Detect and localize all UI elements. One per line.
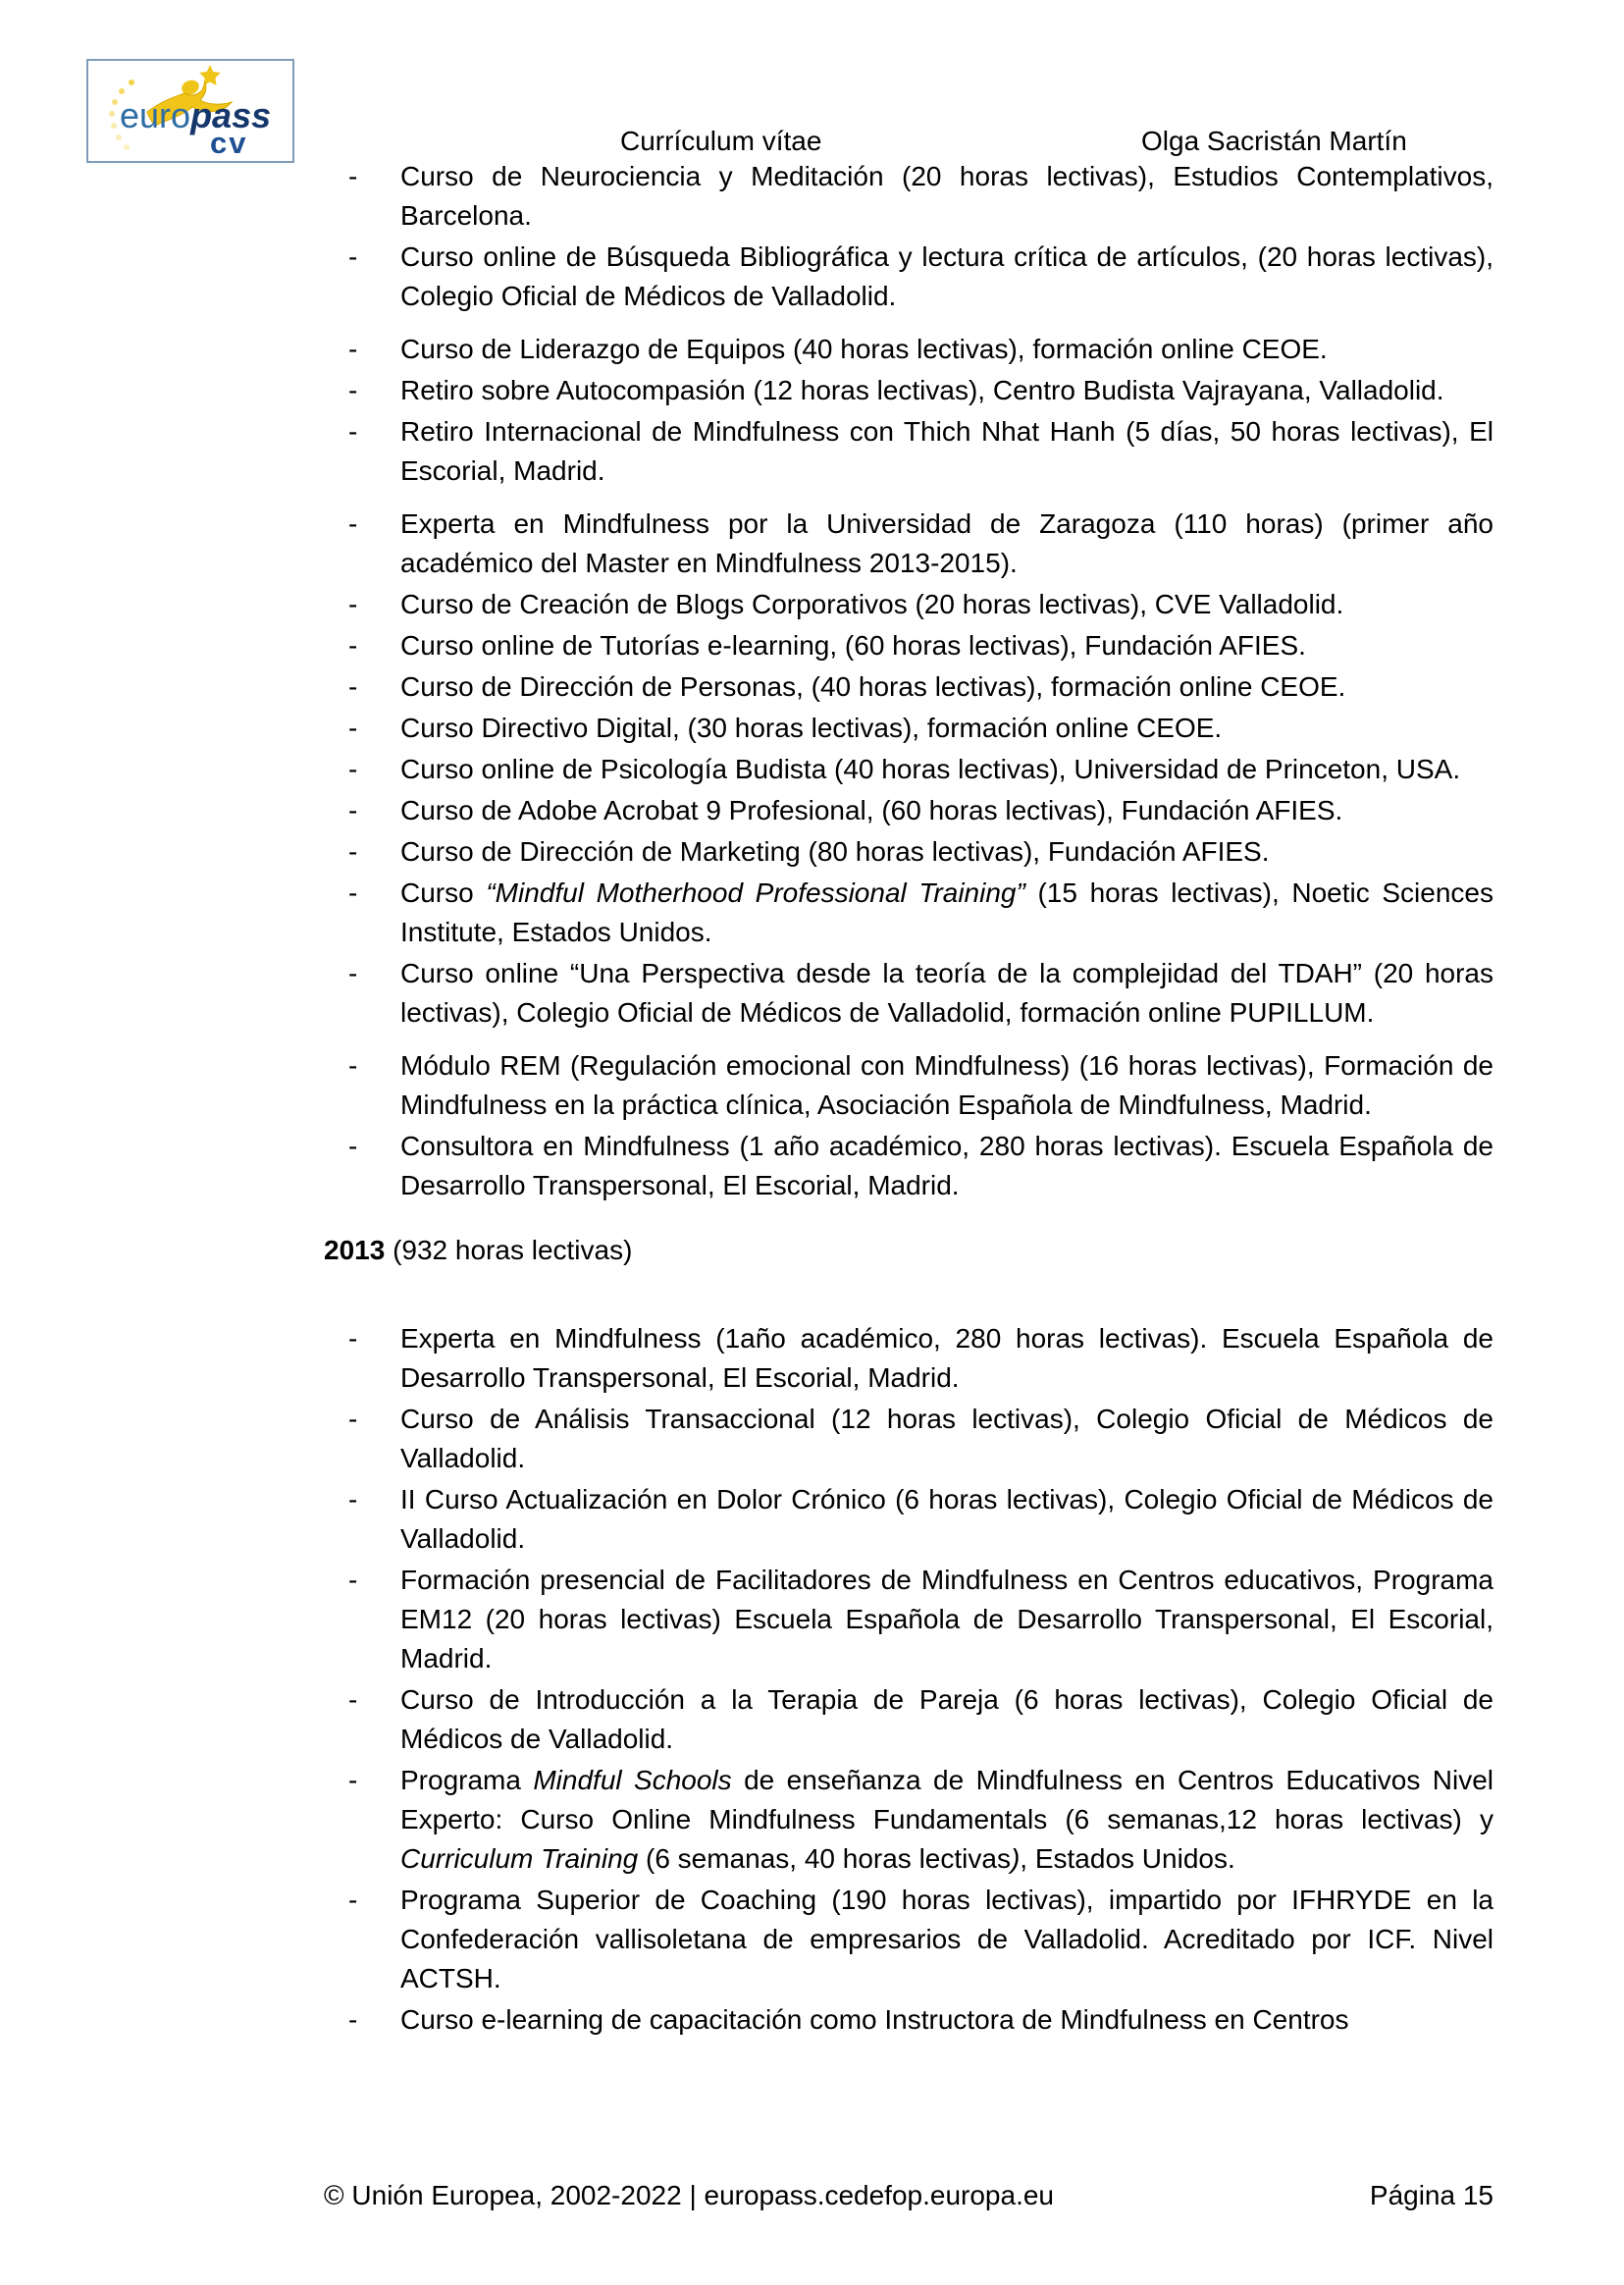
bullet-dash: - (348, 334, 358, 364)
bullet-dash: - (348, 1404, 358, 1434)
list-item (324, 2000, 1493, 2040)
list-item (324, 954, 1493, 1033)
bullet-dash: - (348, 416, 358, 447)
person-name: Olga Sacristán Martín (1141, 126, 1407, 156)
item-text: Curso de Análisis Transaccional (12 horas lectivas), Colegio Oficial de Médicos de Valladolid. (400, 1404, 1493, 1473)
list-item (324, 791, 1493, 830)
bullet-dash: - (348, 630, 358, 661)
item-text: Curso Directivo Digital, (30 horas lectivas), formación online CEOE. (400, 713, 1223, 743)
section-heading (324, 1231, 1493, 1270)
section (324, 157, 1493, 1205)
list-item (324, 157, 1493, 236)
bullet-dash: - (348, 1484, 358, 1514)
list-item (324, 412, 1493, 491)
item-text: Curso de Liderazgo de Equipos (40 horas lectivas), formación online CEOE. (400, 334, 1328, 364)
item-text: Curso online “Una Perspectiva desde la teoría de la complejidad del TDAH” (20 horas lectivas), Colegio Oficial de Médicos de Valladolid, formación online PUPILLUM. (400, 958, 1493, 1028)
item-text: Curso de Dirección de Personas, (40 horas lectivas), formación online CEOE. (400, 671, 1346, 702)
item-text: Curso “Mindful Motherhood Professional Training” (15 horas lectivas), Noetic Sciences Institute, Estados Unidos. (400, 877, 1493, 947)
bullet-dash: - (348, 508, 358, 539)
doc-title: Currículum vítae (620, 126, 822, 156)
item-text: Experta en Mindfulness (1año académico, 280 horas lectivas). Escuela Española de Desarrollo Transpersonal, El Escorial, Madrid. (400, 1323, 1493, 1393)
list-item (324, 1761, 1493, 1879)
bullet-dash: - (348, 1885, 358, 1915)
bullet-dash: - (348, 713, 358, 743)
item-text: Módulo REM (Regulación emocional con Mindfulness) (16 horas lectivas), Formación de Mindfulness en la práctica clínica, Asociación Española de Mindfulness, Madrid. (400, 1050, 1493, 1120)
item-text: Experta en Mindfulness por la Universidad de Zaragoza (110 horas) (primer año académico del Master en Mindfulness 2013-2015). (400, 508, 1493, 578)
item-text: Retiro sobre Autocompasión (12 horas lectivas), Centro Budista Vajrayana, Valladolid. (400, 375, 1444, 405)
section-hours: (932 horas lectivas) (385, 1235, 633, 1265)
item-text: Formación presencial de Facilitadores de Mindfulness en Centros educativos, Programa EM12 (20 horas lectivas) Escuela Española de Desarrollo Transpersonal, El Escorial, Madrid. (400, 1565, 1493, 1674)
list-item (324, 832, 1493, 872)
list-item (324, 1127, 1493, 1205)
item-text: Curso e-learning de capacitación como Instructora de Mindfulness en Centros (400, 2004, 1349, 2035)
bullet-dash: - (348, 754, 358, 784)
list-item (324, 330, 1493, 369)
list-item (324, 585, 1493, 624)
logo-text-euro: euro (120, 95, 191, 135)
bullet-dash: - (348, 1565, 358, 1595)
bullet-dash: - (348, 877, 358, 908)
section (324, 1231, 1493, 2040)
item-text: Curso online de Psicología Budista (40 horas lectivas), Universidad de Princeton, USA. (400, 754, 1461, 784)
bullet-dash: - (348, 795, 358, 825)
content (324, 157, 1493, 2042)
europass-logo (86, 59, 294, 163)
list-item (324, 709, 1493, 748)
item-text: Programa Mindful Schools de enseñanza de Mindfulness en Centros Educativos Nivel Experto: Curso Online Mindfulness Fundamentals (6 semanas,12 horas lectivas) y Curriculum Training (6 semanas, 40 horas lectivas), Estados Unidos. (400, 1765, 1494, 1874)
bullet-dash: - (348, 836, 358, 867)
list-item (324, 750, 1493, 789)
bullet-dash: - (348, 2004, 358, 2035)
list-item (324, 1046, 1493, 1125)
bullet-dash: - (348, 958, 358, 988)
logo-text-cv: cv (210, 126, 248, 160)
item-text: Curso de Dirección de Marketing (80 horas lectivas), Fundación AFIES. (400, 836, 1270, 867)
bullet-dash: - (348, 1765, 358, 1795)
logo-wordmark (120, 95, 272, 135)
bullet-dash: - (348, 1323, 358, 1354)
item-text: Programa Superior de Coaching (190 horas lectivas), impartido por IFHRYDE en la Confederación vallisoletana de empresarios de Valladolid. Acreditado por ICF. Nivel ACTSH. (400, 1885, 1493, 1993)
list-item (324, 505, 1493, 583)
item-text: Curso de Neurociencia y Meditación (20 horas lectivas), Estudios Contemplativos, Barcelona. (400, 161, 1493, 231)
list-item (324, 238, 1493, 316)
list-item (324, 1400, 1493, 1478)
bullet-dash: - (348, 1050, 358, 1081)
section-year: 2013 (324, 1235, 386, 1265)
item-text: Curso de Introducción a la Terapia de Pareja (6 horas lectivas), Colegio Oficial de Médicos de Valladolid. (400, 1684, 1493, 1754)
bullet-dash: - (348, 671, 358, 702)
bullet-dash: - (348, 375, 358, 405)
item-text: Curso online de Búsqueda Bibliográfica y lectura crítica de artículos, (20 horas lectivas), Colegio Oficial de Médicos de Valladolid. (400, 241, 1493, 311)
footer-copyright: © Unión Europea, 2002-2022 | europass.cedefop.europa.eu (324, 2180, 1054, 2210)
bullet-dash: - (348, 589, 358, 619)
list-item (324, 626, 1493, 665)
list-item (324, 874, 1493, 952)
bullet-dash: - (348, 1131, 358, 1161)
item-text: Curso online de Tutorías e-learning, (60 horas lectivas), Fundación AFIES. (400, 630, 1306, 661)
bullet-dash: - (348, 1684, 358, 1715)
list-item (324, 1881, 1493, 1998)
logo-text-pass: pass (190, 95, 272, 135)
list-item (324, 1319, 1493, 1398)
list-item (324, 1480, 1493, 1559)
item-text: Curso de Creación de Blogs Corporativos (20 horas lectivas), CVE Valladolid. (400, 589, 1344, 619)
footer-page-number: Página 15 (1369, 2180, 1493, 2210)
list-item (324, 667, 1493, 707)
item-text: Consultora en Mindfulness (1 año académico, 280 horas lectivas). Escuela Española de Desarrollo Transpersonal, El Escorial, Madrid. (400, 1131, 1493, 1200)
item-text: Retiro Internacional de Mindfulness con Thich Nhat Hanh (5 días, 50 horas lectivas), El Escorial, Madrid. (400, 416, 1493, 486)
list-item (324, 1680, 1493, 1759)
item-text: II Curso Actualización en Dolor Crónico (6 horas lectivas), Colegio Oficial de Médicos de Valladolid. (400, 1484, 1493, 1554)
item-text: Curso de Adobe Acrobat 9 Profesional, (60 horas lectivas), Fundación AFIES. (400, 795, 1343, 825)
bullet-dash: - (348, 241, 358, 272)
list-item (324, 1561, 1493, 1678)
bullet-dash: - (348, 161, 358, 191)
footer (324, 2180, 1493, 2211)
list-item (324, 371, 1493, 410)
